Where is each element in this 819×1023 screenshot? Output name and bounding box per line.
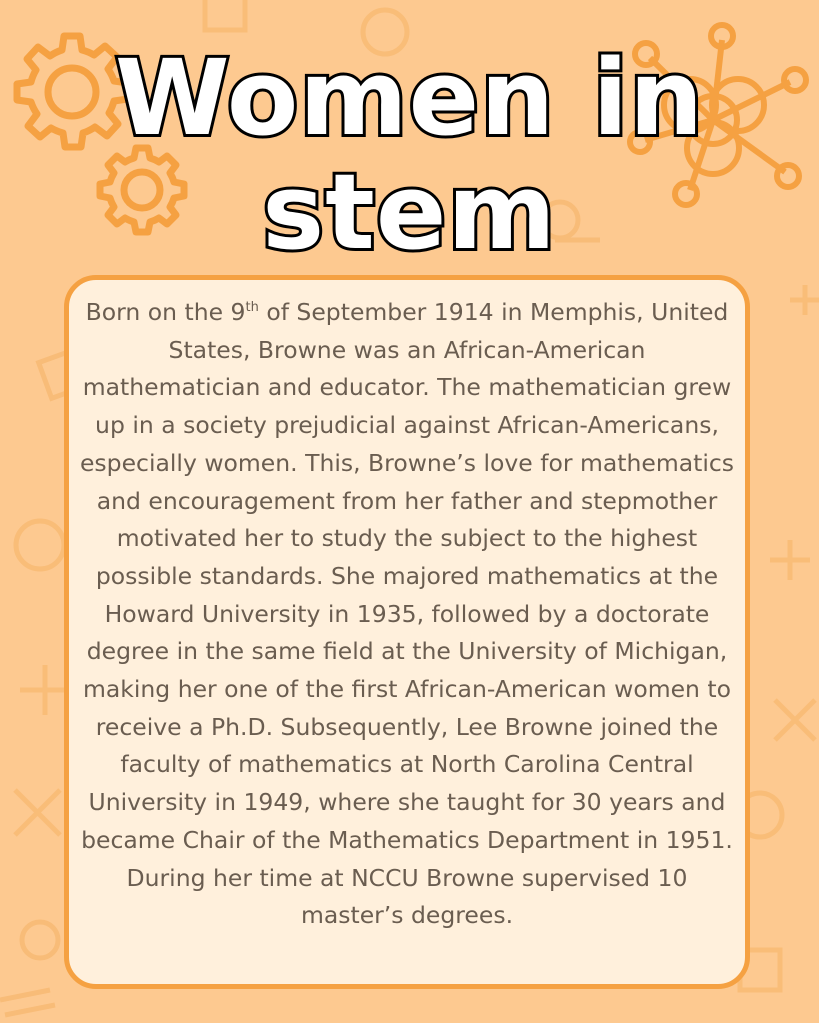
biography-text-rest: of September 1914 in Memphis, United States, Browne was an African-American mathematician and educator. The mathematician grew up in a society prejudicial against African-Americans, especially women. This, Browne’s love for mathematics and encouragement from her father and stepmother motivated her to study the subject to the highest possible standards. She majored mathematics at the Howard University in 1935, followed by a doctorate degree in the same field at the University of Michigan, making her one of the first African-American women to receive a Ph.D. Subsequently, Lee Browne joined the faculty of mathematics at North Carolina Central University in 1949, where she taught for 30 years and became Chair of the Mathematics Department in 1951. During her time at NCCU Browne supervised 10 master’s degrees. — [79, 298, 735, 930]
ordinal-suffix: th — [245, 300, 259, 316]
biography-card — [64, 275, 750, 989]
page-title-line-1: Women in — [114, 37, 705, 159]
page-title-line-2: stem — [262, 151, 557, 273]
biography-text-start: Born on the 9 — [85, 298, 246, 326]
biography-text — [77, 294, 737, 935]
